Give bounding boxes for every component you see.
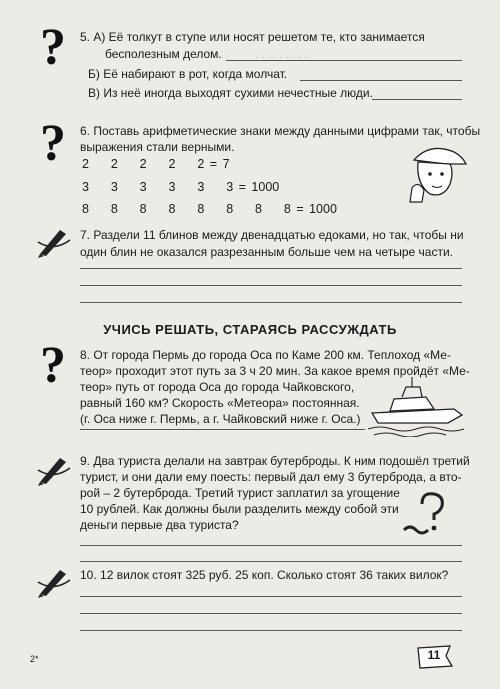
q6-row-3: 8 8 8 8 8 8 8 8 = 1000	[82, 202, 337, 216]
q8-line-1: 8. От города Пермь до города Оса по Каме 200 км. Теплоход «Ме-	[80, 348, 451, 362]
answer-line[interactable]	[80, 285, 462, 286]
page-number: 11	[427, 648, 441, 662]
q5-line-b: Б) Её набирают в рот, когда молчат.	[88, 67, 288, 81]
worm-question-illustration	[400, 490, 460, 536]
answer-line[interactable]	[226, 60, 462, 61]
q8-line-3: теор» путь от города Оса до города Чайковского,	[80, 380, 355, 394]
q9-line-5: деньги первые два туриста?	[80, 518, 239, 532]
q9-line-2: турист, и они дали ему поесть: первый дал ему 3 бутерброда, а вто-	[80, 470, 462, 484]
q9-line-3: рой – 2 бутерброда. Третий турист заплатил за угощение	[80, 486, 400, 500]
answer-line[interactable]	[80, 630, 462, 631]
q7-line-2: один блин не оказался разрезанным больше чем на четыре части.	[80, 245, 453, 259]
q6-row-1: 2 2 2 2 2 = 7	[82, 157, 230, 171]
answer-line[interactable]	[80, 429, 365, 430]
q5-line-a1: 5. А) Её толкут в ступе или носят решетом те, кто занимается	[80, 30, 425, 44]
q8-line-5: (г. Оса ниже г. Пермь, а г. Чайковский ниже г. Оса.)	[80, 412, 361, 426]
answer-line[interactable]	[80, 545, 462, 546]
q5-line-a2: бесполезным делом.	[105, 47, 222, 61]
thinking-boy-illustration	[400, 140, 472, 206]
q6-line-1: 6. Поставь арифметические знаки между данными цифрами так, чтобы	[80, 124, 481, 138]
page-number-badge	[416, 644, 454, 670]
answer-line[interactable]	[80, 561, 462, 562]
pen-icon	[36, 450, 72, 486]
answer-line[interactable]	[300, 80, 462, 81]
answer-line[interactable]	[80, 596, 462, 597]
answer-line[interactable]	[80, 613, 462, 614]
pen-icon	[36, 562, 72, 598]
q6-line-2: выражения стали верными.	[80, 140, 235, 154]
q6-row-2: 3 3 3 3 3 3 = 1000	[82, 180, 280, 194]
question-mark-icon: ?	[40, 115, 66, 172]
question-mark-icon: ?	[40, 19, 66, 76]
q10-line: 10. 12 вилок стоят 325 руб. 25 коп. Сколько стоят 36 таких вилок?	[80, 568, 449, 582]
ship-illustration	[368, 375, 466, 437]
answer-line[interactable]	[80, 268, 462, 269]
answer-line[interactable]	[372, 99, 462, 100]
q7-line-1: 7. Раздели 11 блинов между двенадцатью едоками, но так, чтобы ни	[80, 228, 464, 242]
q9-line-4: 10 рублей. Как должны были разделить между собой эти	[80, 502, 399, 516]
bleed-through-text: · · · · · · · · ·	[255, 52, 308, 63]
pen-icon	[36, 222, 72, 258]
q5-line-c: В) Из неё иногда выходят сухими нечестные люди.	[88, 86, 373, 100]
footer-mark: 2*	[30, 654, 39, 664]
q8-line-4: равный 160 км? Скорость «Метеора» постоянная.	[80, 396, 360, 410]
q9-line-1: 9. Два туриста делали на завтрак бутерброды. К ним подошёл третий	[80, 454, 470, 468]
q8-line-2: теор» проходит этот путь за 3 ч 20 мин. За какое время пройдёт «Ме-	[80, 364, 470, 378]
question-mark-icon: ?	[40, 337, 66, 394]
answer-line[interactable]	[80, 302, 462, 303]
section-heading: УЧИСЬ РЕШАТЬ, СТАРАЯСЬ РАССУЖДАТЬ	[103, 322, 397, 337]
